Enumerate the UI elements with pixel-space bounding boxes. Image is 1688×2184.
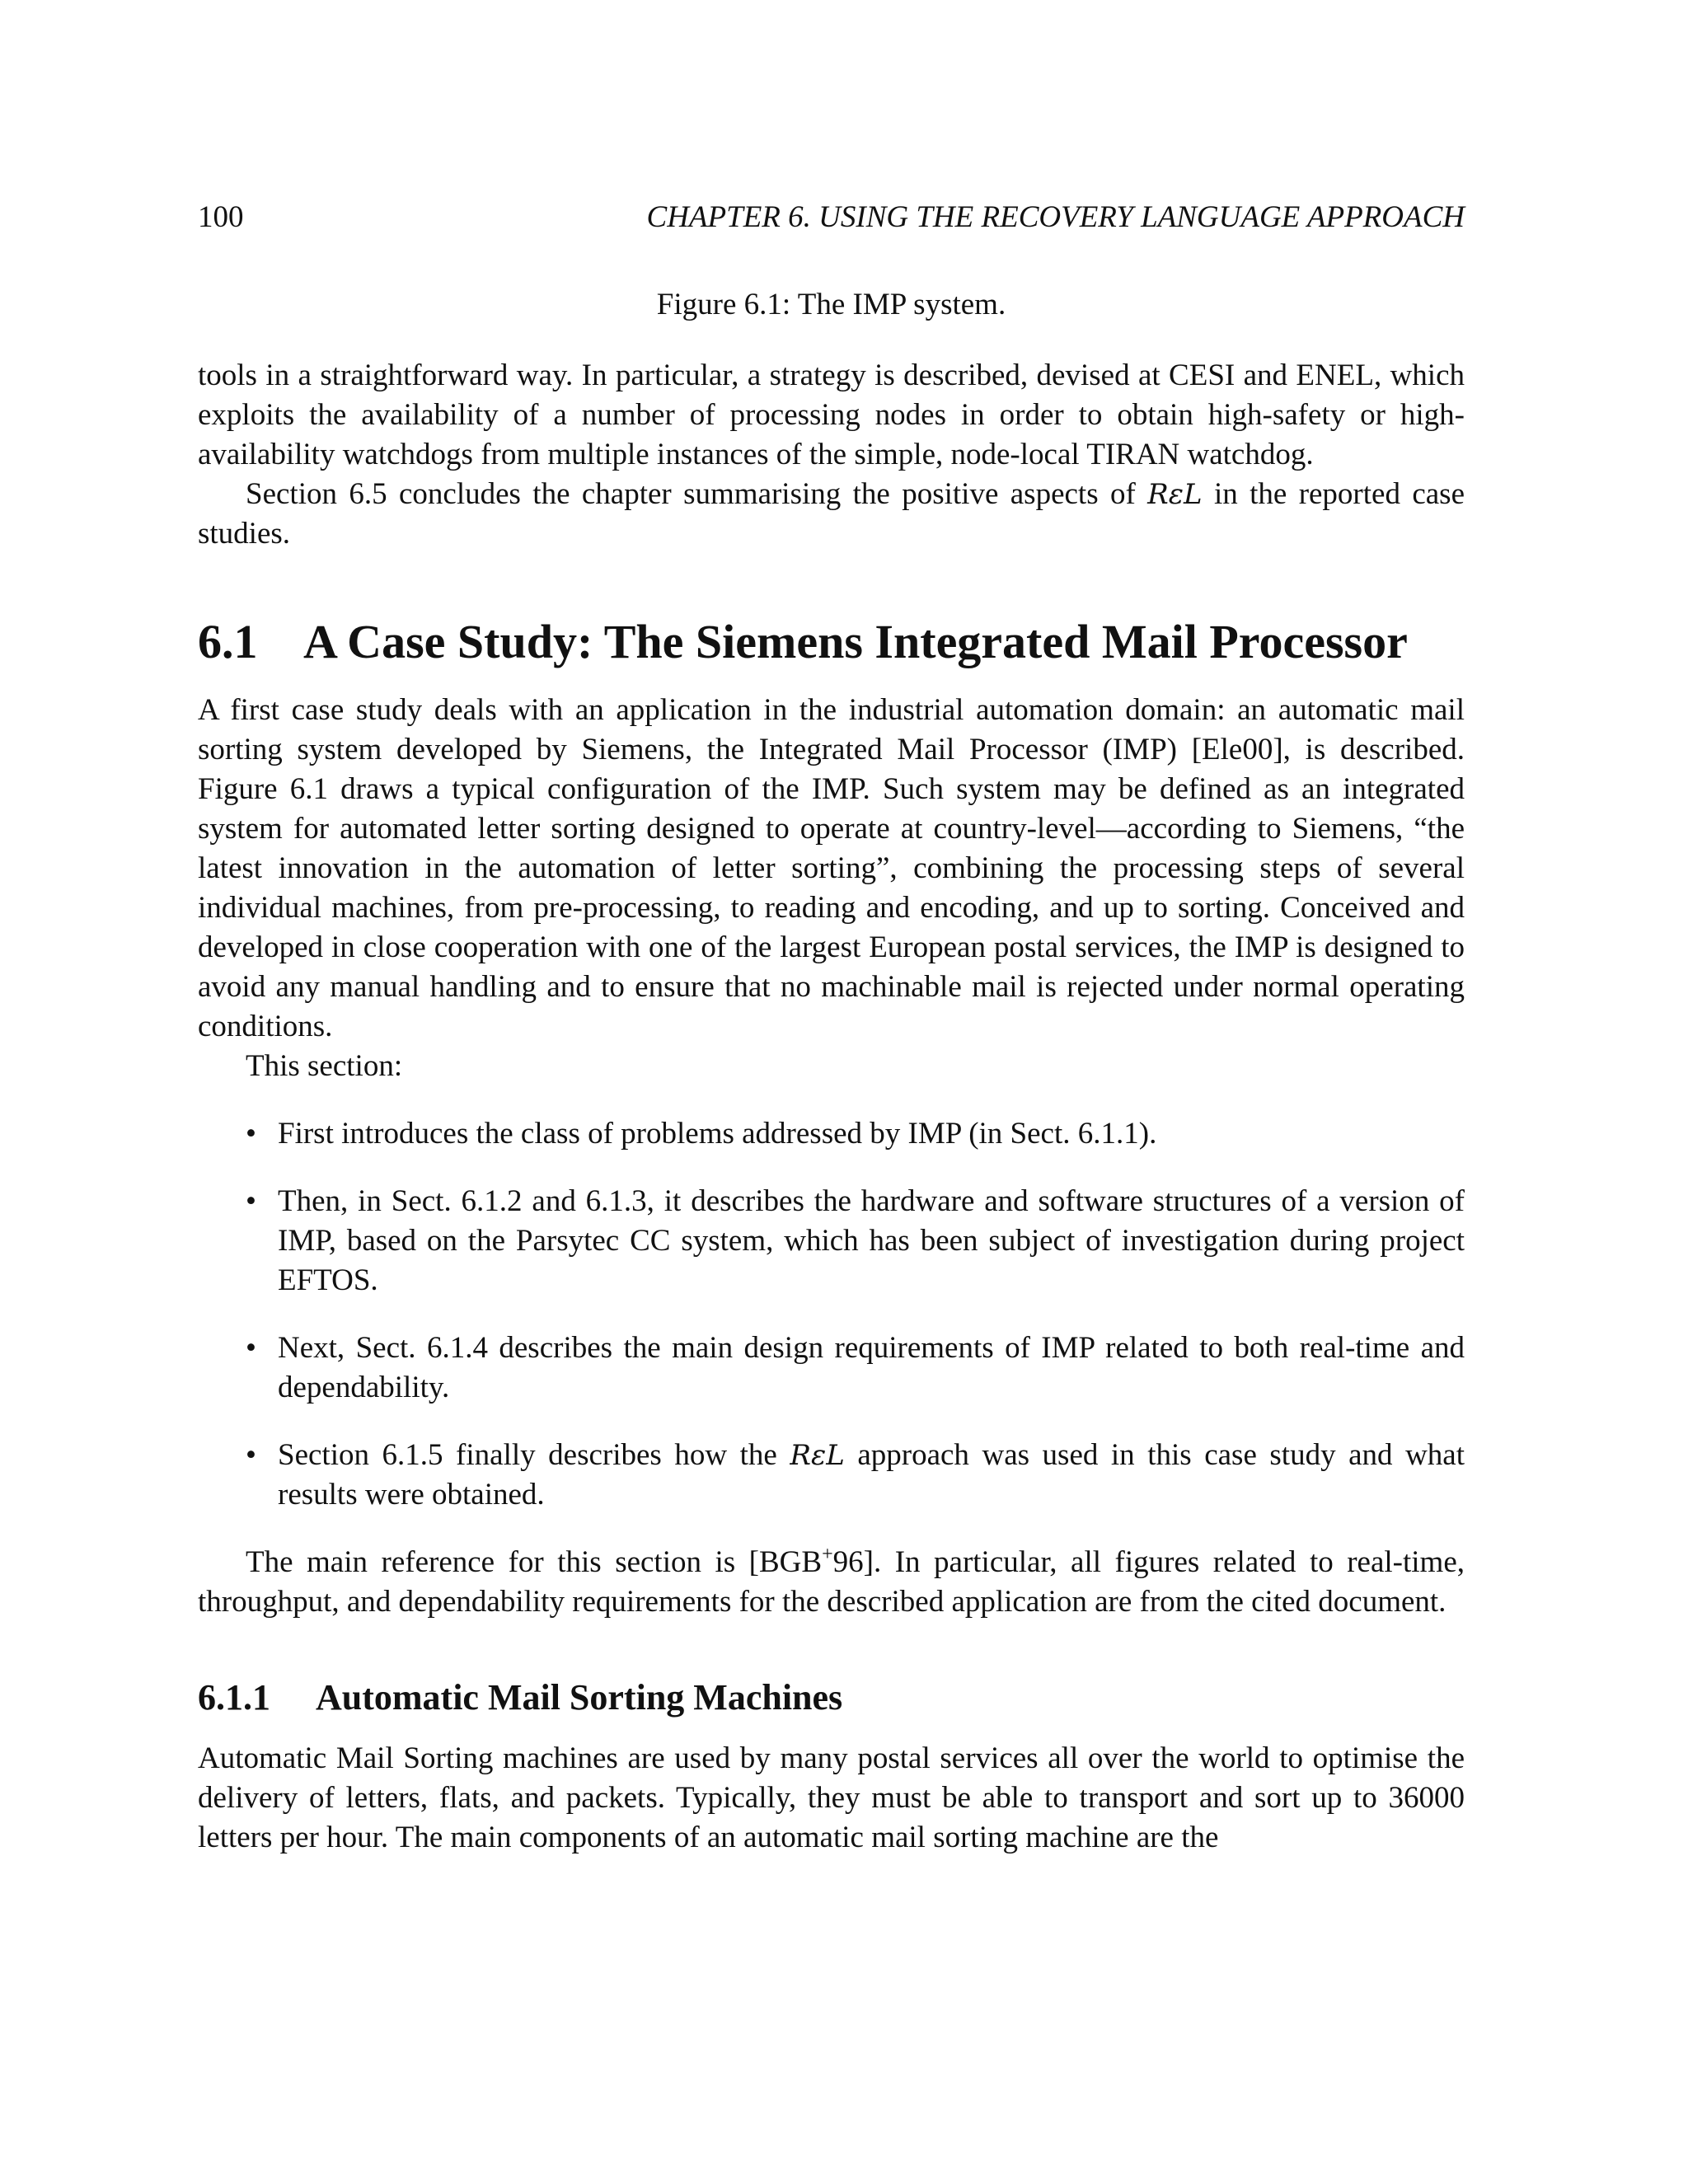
- section-paragraph-3: [198, 1543, 1465, 1622]
- subsection-title: Automatic Mail Sorting Machines: [316, 1677, 843, 1718]
- rel-symbol: RεL: [1147, 478, 1203, 511]
- bullet-marker: •: [246, 1438, 256, 1472]
- page: [198, 198, 1465, 1858]
- rel-symbol: RεL: [790, 1439, 845, 1472]
- list-item-text-b: approach was used in this case study and what results were obtained.: [278, 1438, 1465, 1511]
- running-header: [198, 198, 1465, 237]
- list-item: [198, 1329, 1465, 1408]
- section-heading: [198, 613, 1465, 671]
- running-title: CHAPTER 6. USING THE RECOVERY LANGUAGE APPROACH: [646, 200, 1465, 234]
- section-title: A Case Study: The Siemens Integrated Mail Processor: [303, 615, 1408, 668]
- list-item: [198, 1114, 1465, 1154]
- intro-paragraph-2-text-b: in the reported case studies.: [198, 477, 1465, 551]
- list-item: [198, 1182, 1465, 1301]
- intro-paragraph-1: tools in a straightforward way. In particular, a strategy is described, devised at CESI and ENEL, which exploits the availability of a number of processing nodes in order to obtain high-safety or high-availability watchdogs from multiple instances of the simple, node-local TIRAN watchdog.: [198, 359, 1465, 471]
- bullet-marker: •: [246, 1184, 256, 1218]
- section-paragraph-3-text-a: The main reference for this section is [BGB: [246, 1545, 823, 1579]
- subsection-heading: [198, 1675, 1465, 1721]
- list-item-text: Next, Sect. 6.1.4 describes the main design requirements of IMP related to both real-time and dependability.: [278, 1331, 1465, 1404]
- superscript-plus: +: [822, 1544, 833, 1565]
- section-paragraph-3-text-b: 96]. In particular, all figures related to real-time, throughput, and dependability requirements for the described application are from the cited document.: [198, 1545, 1465, 1619]
- page-number: 100: [198, 200, 244, 234]
- list-item-text: First introduces the class of problems addressed by IMP (in Sect. 6.1.1).: [278, 1117, 1157, 1151]
- section-number: 6.1: [198, 615, 258, 668]
- bullet-marker: •: [246, 1117, 256, 1151]
- list-item-text-a: Section 6.1.5 finally describes how the: [278, 1438, 790, 1472]
- section-paragraph-2: This section:: [246, 1049, 403, 1083]
- list-item-text: Then, in Sect. 6.1.2 and 6.1.3, it describes the hardware and software structures of a version of IMP, based on the Parsytec CC system, which has been subject of investigation during project EFTOS.: [278, 1184, 1465, 1297]
- subsection-number: 6.1.1: [198, 1677, 270, 1718]
- figure-caption: Figure 6.1: The IMP system.: [656, 288, 1006, 321]
- bullet-list: [198, 1114, 1465, 1515]
- intro-paragraph-2-text-a: Section 6.5 concludes the chapter summarising the positive aspects of: [246, 477, 1148, 511]
- intro-paragraph-2: [198, 475, 1465, 554]
- list-item: [198, 1436, 1465, 1515]
- section-paragraph-1: A first case study deals with an application in the industrial automation domain: an automatic mail sorting system developed by Siemens, the Integrated Mail Processor (IMP) [Ele00], is described. Figure 6.1 draws a typical configuration of the IMP. Such system may be defined as an integrated system for automated letter sorting designed to operate at country-level—according to Siemens, “the latest innovation in the automation of letter sorting”, combining the processing steps of several individual machines, from pre-processing, to reading and encoding, and up to sorting. Conceived and developed in close cooperation with one of the largest European postal services, the IMP is designed to avoid any manual handling and to ensure that no machinable mail is rejected under normal operating conditions.: [198, 693, 1465, 1043]
- subsection-paragraph-1: Automatic Mail Sorting machines are used by many postal services all over the world to optimise the delivery of letters, flats, and packets. Typically, they must be able to transport and sort up to 36000 letters per hour. The main components of an automatic mail sorting machine are the: [198, 1741, 1465, 1854]
- bullet-marker: •: [246, 1331, 256, 1365]
